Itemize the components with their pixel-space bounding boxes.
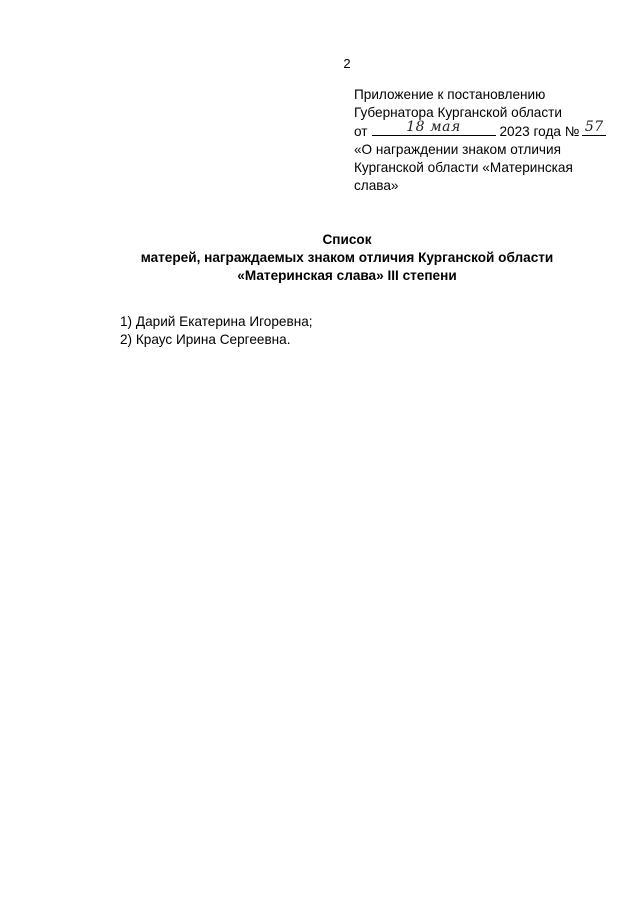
from-prefix: от xyxy=(354,124,368,139)
appendix-line-6: слава» xyxy=(354,178,399,193)
list-item: 2) Краус Ирина Сергеевна. xyxy=(120,332,291,347)
page-number: 2 xyxy=(343,56,351,71)
appendix-header xyxy=(354,86,624,195)
handwritten-number: 57 xyxy=(584,119,604,135)
appendix-line-5: Курганской области «Материнская xyxy=(354,160,573,175)
list-item: 1) Дарий Екатерина Игоревна; xyxy=(120,314,313,329)
awardees-list xyxy=(120,313,313,349)
year-text: 2023 года № xyxy=(499,124,580,139)
appendix-line-4: «О награждении знаком отличия xyxy=(354,142,561,157)
appendix-line-1: Приложение к постановлению xyxy=(354,87,546,102)
title-line-2: матерей, награждаемых знаком отличия Курганской области xyxy=(140,250,554,265)
handwritten-date: 18 мая xyxy=(406,119,461,135)
appendix-date-line xyxy=(354,119,624,141)
appendix-line-2: Губернатора Курганской области xyxy=(354,105,562,120)
title-line-1: Список xyxy=(322,232,372,247)
title-line-3: «Материнская слава» III степени xyxy=(237,268,457,283)
date-blank xyxy=(372,119,496,136)
document-title xyxy=(0,231,640,285)
number-blank xyxy=(582,119,606,136)
